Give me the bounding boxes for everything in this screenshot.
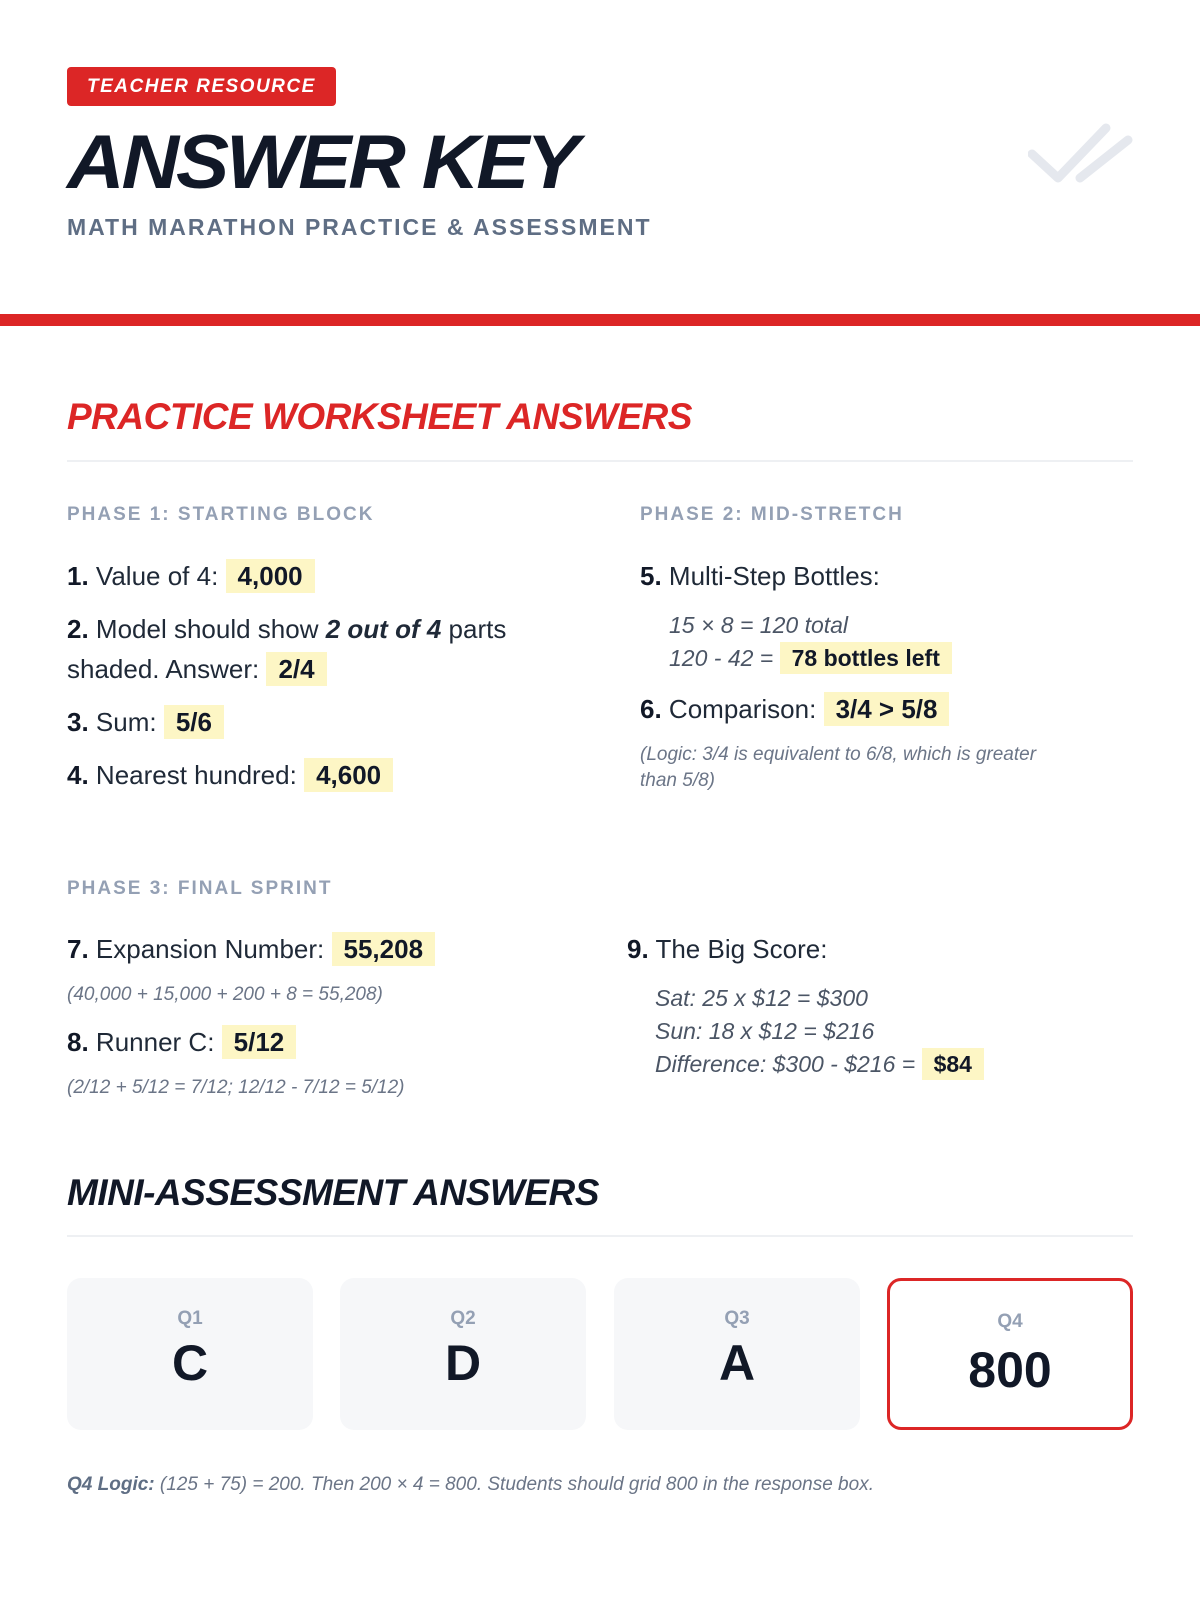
question-text: The Big Score:	[655, 934, 828, 964]
calc-line: 15 × 8 = 120 total	[669, 612, 849, 638]
question-7	[67, 932, 435, 966]
question-8	[67, 1025, 296, 1059]
question-number: 6.	[640, 694, 662, 724]
card-label: Q3	[724, 1308, 750, 1329]
question-5	[640, 559, 880, 593]
question-text: Multi-Step Bottles:	[668, 561, 880, 591]
question-3	[67, 705, 224, 739]
double-check-icon	[1028, 118, 1134, 194]
page-subtitle: MATH MARATHON PRACTICE & ASSESSMENT	[67, 214, 652, 240]
section-rule	[67, 1235, 1133, 1237]
question-number: 8.	[67, 1027, 89, 1057]
question-number: 4.	[67, 760, 89, 790]
phase2-label: PHASE 2: MID-STRETCH	[640, 504, 904, 525]
card-label: Q1	[177, 1308, 203, 1329]
question-text: Runner C:	[95, 1027, 215, 1057]
practice-section-title: PRACTICE WORKSHEET ANSWERS	[67, 396, 692, 437]
answer-card-q4	[887, 1278, 1133, 1430]
phase1-label: PHASE 1: STARTING BLOCK	[67, 504, 375, 525]
q4-logic-footnote	[67, 1474, 874, 1496]
card-answer: A	[718, 1335, 756, 1391]
assessment-section-title: MINI-ASSESSMENT ANSWERS	[67, 1172, 599, 1213]
answer-highlight: 5/6	[164, 705, 224, 739]
question-text: Sum:	[95, 707, 157, 737]
question-2-continued	[67, 652, 327, 686]
card-answer: D	[444, 1335, 482, 1391]
card-label: Q2	[450, 1308, 476, 1329]
card-answer: C	[171, 1335, 209, 1391]
question-text: Comparison:	[668, 694, 817, 724]
answer-card-q3	[614, 1278, 860, 1430]
question-text: shaded. Answer:	[67, 654, 260, 684]
answer-highlight: 2/4	[266, 652, 326, 686]
question-text: Nearest hundred:	[95, 760, 297, 790]
logic-note: (2/12 + 5/12 = 7/12; 12/12 - 7/12 = 5/12)	[67, 1077, 405, 1098]
question-number: 9.	[627, 934, 649, 964]
question-1	[67, 559, 315, 593]
calc-text: Difference: $300 - $216 =	[655, 1051, 916, 1077]
question-text: Model should show	[95, 614, 319, 644]
footnote-text: (125 + 75) = 200. Then 200 × 4 = 800. Students should grid 800 in the response box.	[154, 1474, 874, 1495]
header-divider	[0, 314, 1200, 326]
logic-note-line: (Logic: 3/4 is equivalent to 6/8, which is greater	[640, 744, 1037, 765]
footnote-label: Q4 Logic:	[67, 1474, 155, 1495]
question-number: 1.	[67, 561, 89, 591]
card-answer: 800	[968, 1342, 1052, 1398]
answer-card-q2	[340, 1278, 586, 1430]
answer-highlight: 4,000	[226, 559, 315, 593]
question-text: Value of 4:	[95, 561, 219, 591]
answer-highlight: 5/12	[222, 1025, 297, 1059]
answer-highlight: 3/4 > 5/8	[824, 692, 950, 726]
question-number: 3.	[67, 707, 89, 737]
section-rule	[67, 460, 1133, 462]
teacher-resource-badge: TEACHER RESOURCE	[67, 67, 336, 106]
card-label: Q4	[997, 1311, 1023, 1332]
calc-text: 120 - 42 =	[669, 645, 774, 671]
question-text: parts	[448, 614, 507, 644]
phase3-label: PHASE 3: FINAL SPRINT	[67, 878, 333, 899]
answer-highlight: 55,208	[332, 932, 436, 966]
question-emphasis: 2 out of 4	[325, 614, 442, 644]
question-text: Expansion Number:	[95, 934, 325, 964]
question-number: 2.	[67, 614, 89, 644]
page-title: ANSWER KEY	[67, 120, 577, 205]
header	[0, 0, 1200, 316]
question-number: 7.	[67, 934, 89, 964]
calc-line: Sat: 25 x $12 = $300	[655, 985, 868, 1011]
question-2	[67, 612, 506, 646]
answer-highlight: 4,600	[304, 758, 393, 792]
logic-note: (40,000 + 15,000 + 200 + 8 = 55,208)	[67, 984, 383, 1005]
calc-line	[655, 1048, 984, 1081]
logic-note-line: than 5/8)	[640, 770, 715, 791]
question-9	[627, 932, 827, 966]
question-number: 5.	[640, 561, 662, 591]
question-4	[67, 758, 393, 792]
answer-highlight: $84	[922, 1048, 984, 1080]
answer-highlight: 78 bottles left	[780, 642, 952, 674]
calc-line	[669, 642, 952, 675]
question-6	[640, 692, 949, 726]
answer-card-q1	[67, 1278, 313, 1430]
calc-line: Sun: 18 x $12 = $216	[655, 1018, 875, 1044]
